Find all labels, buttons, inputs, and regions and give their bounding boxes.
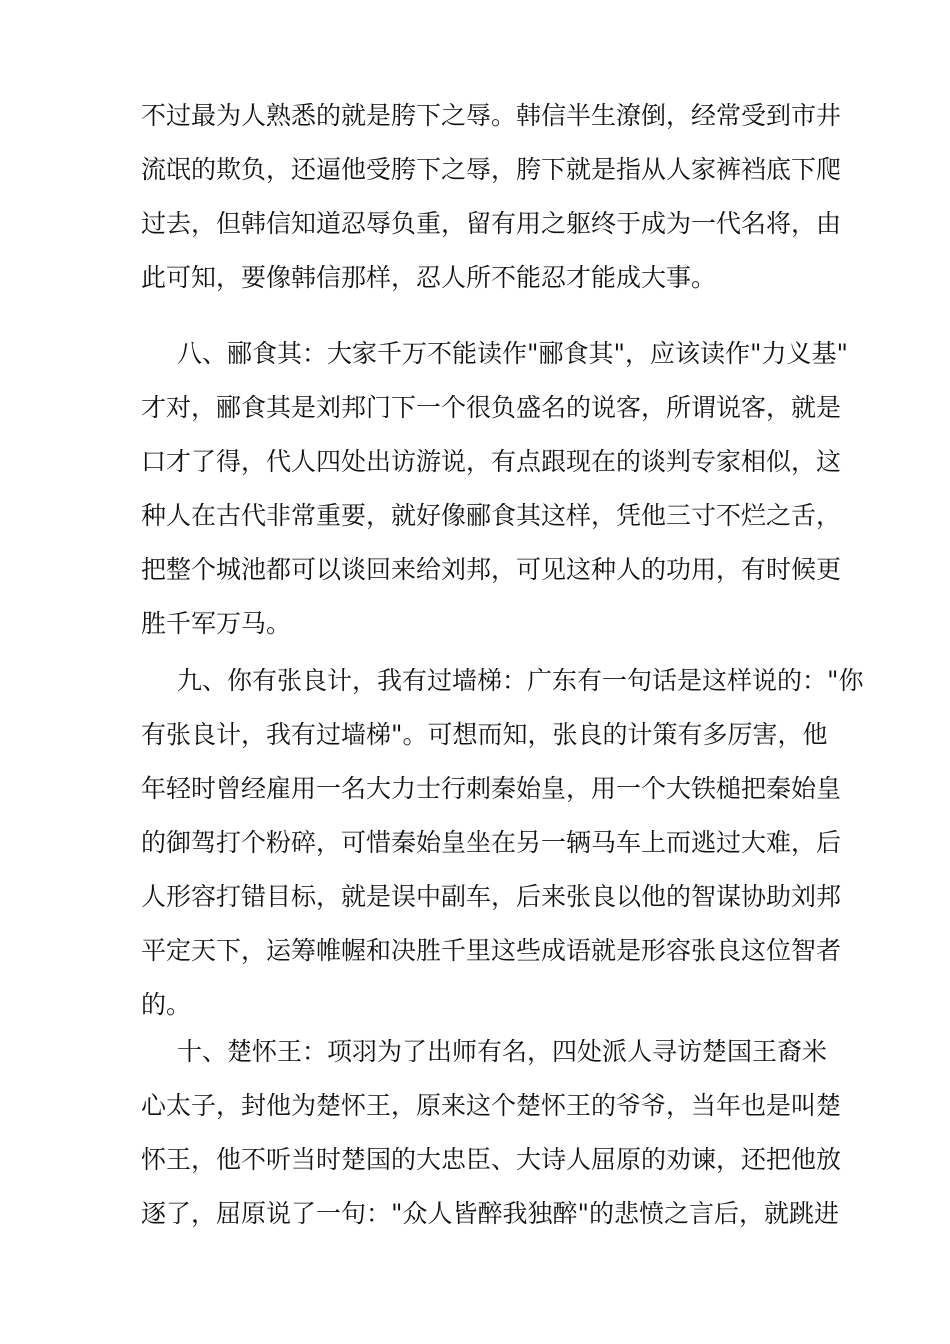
text-line: 年轻时曾经雇用一名大力士行刺秦始皇，用一个大铁槌把秦始皇 [141, 774, 842, 803]
text-line: 过去，但韩信知道忍辱负重，留有用之躯终于成为一代名将，由 [141, 209, 842, 238]
text-line: 的御驾打个粉碎，可惜秦始皇坐在另一辆马车上而逃过大难，后 [141, 828, 842, 857]
text-line: 平定天下，运筹帷幄和决胜千里这些成语就是形容张良这位智者 [141, 936, 842, 965]
text-line: 人形容打错目标，就是误中副车，后来张良以他的智谋协助刘邦 [141, 882, 842, 911]
text-line: 种人在古代非常重要，就好像郦食其这样，凭他三寸不烂之舌， [141, 501, 842, 530]
text-line: 口才了得，代人四处出访游说，有点跟现在的谈判专家相似，这 [141, 447, 842, 476]
text-line: 不过最为人熟悉的就是胯下之辱。韩信半生潦倒，经常受到市井 [141, 101, 842, 130]
text-line-first: 九、你有张良计，我有过墙梯：广东有一句话是这样说的："你 [177, 666, 864, 695]
text-line: 此可知，要像韩信那样，忍人所不能忍才能成大事。 [141, 263, 717, 292]
text-line-first: 八、郦食其：大家千万不能读作"郦食其"，应该读作"力义基" [177, 339, 848, 368]
text-line: 胜千军万马。 [141, 609, 292, 638]
text-line: 才对，郦食其是刘邦门下一个很负盛名的说客，所谓说客，就是 [141, 393, 842, 422]
text-line: 流氓的欺负，还逼他受胯下之辱，胯下就是指从人家裤裆底下爬 [141, 155, 842, 184]
text-line: 逐了，屈原说了一句："众人皆醉我独醉"的悲愤之言后，就跳进 [141, 1199, 840, 1228]
paragraph-chu-huai-wang [141, 1025, 842, 1241]
text-line: 把整个城池都可以谈回来给刘邦，可见这种人的功用，有时候更 [141, 555, 842, 584]
paragraph-han-xin-continued [141, 89, 842, 305]
text-line: 的。 [141, 990, 192, 1019]
text-line: 心太子，封他为楚怀王，原来这个楚怀王的爷爷，当年也是叫楚 [141, 1091, 842, 1120]
text-line-first: 十、楚怀王：项羽为了出师有名，四处派人寻访楚国王裔米 [177, 1037, 828, 1066]
text-line: 怀王，他不听当时楚国的大忠臣、大诗人屈原的劝谏，还把他放 [141, 1145, 842, 1174]
paragraph-li-yiji [141, 327, 848, 651]
text-line: 有张良计，我有过墙梯"。可想而知，张良的计策有多厉害，他 [141, 720, 828, 749]
paragraph-zhang-liang [141, 654, 864, 1032]
